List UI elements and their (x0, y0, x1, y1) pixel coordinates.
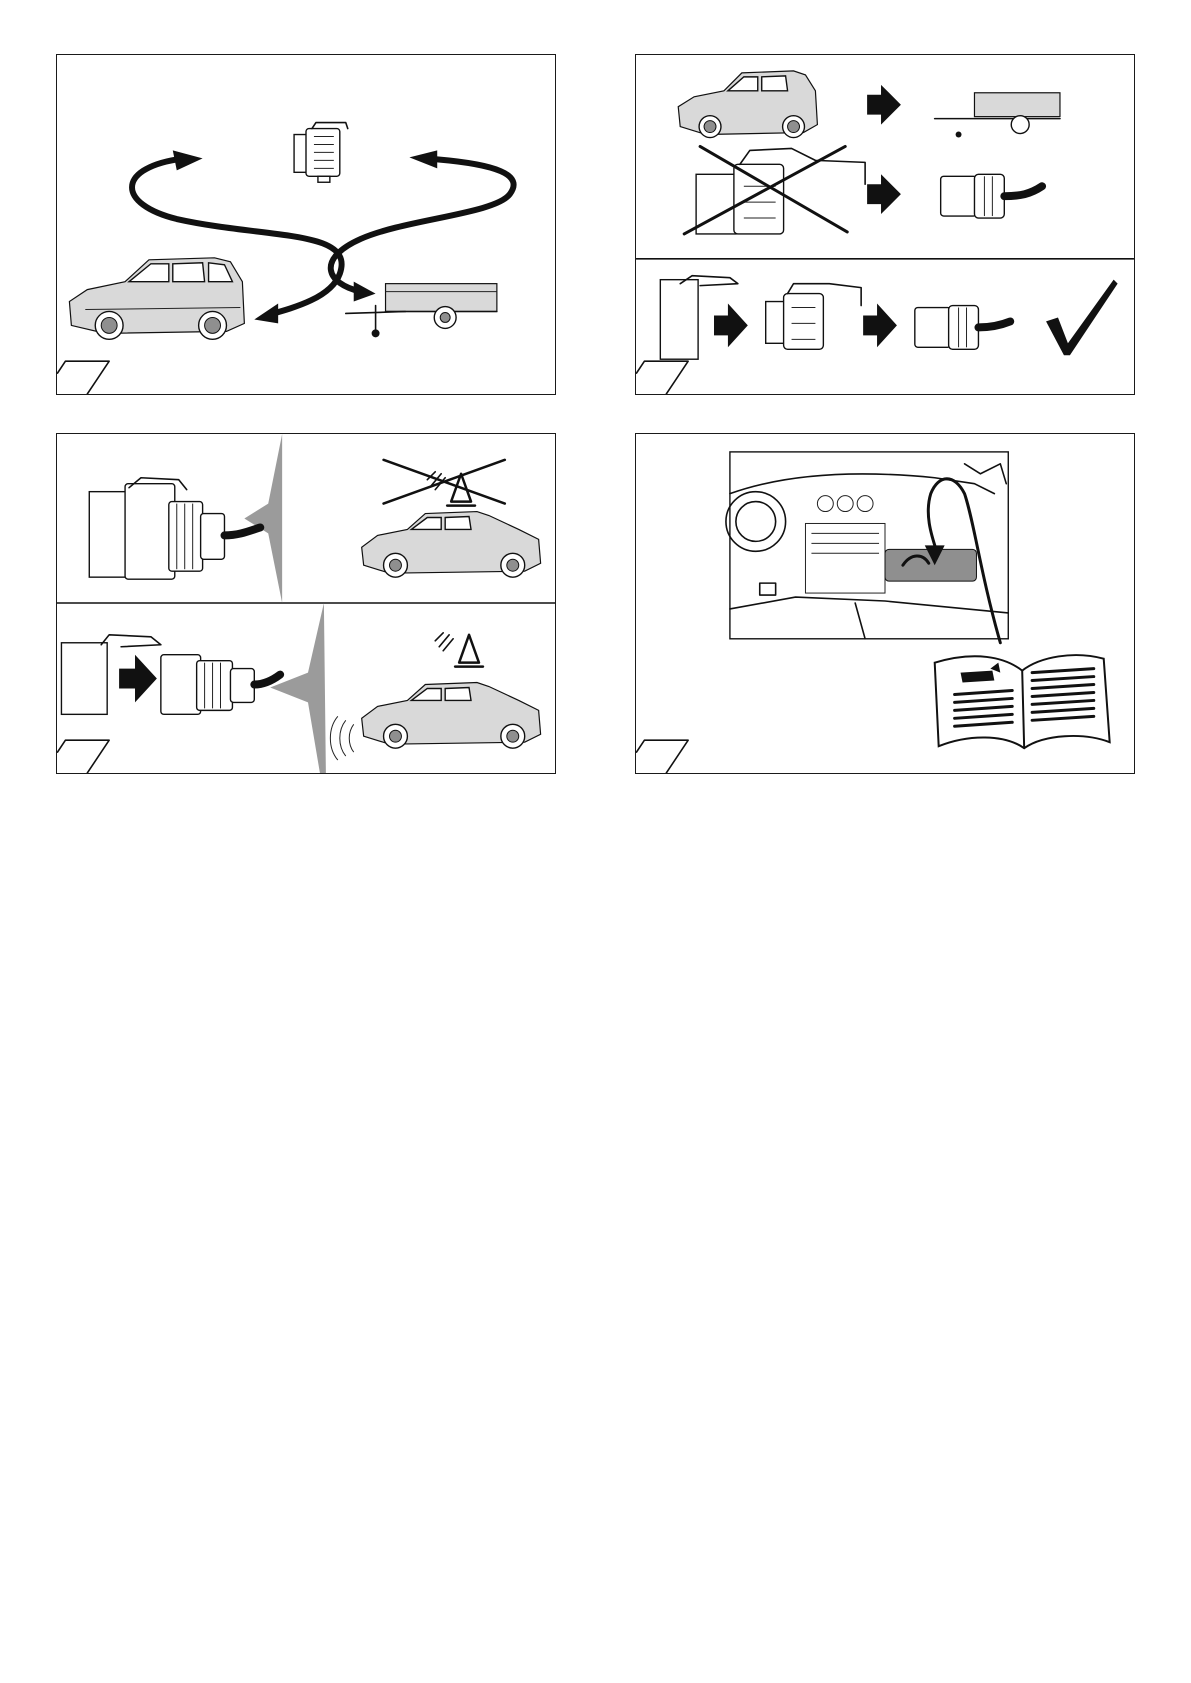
checkmark-icon (1046, 280, 1118, 356)
page-tab-icon (57, 740, 109, 773)
old-socket-icon (696, 148, 865, 233)
trailer-small-icon (935, 93, 1060, 138)
dashboard-illustration-icon (726, 452, 1008, 639)
car-side-icon (362, 512, 541, 578)
divider-wedge-top (244, 434, 282, 603)
illustration-panel-connection (56, 54, 556, 395)
parking-sensor-on-icon (435, 633, 483, 667)
car-illustration-icon (69, 258, 244, 340)
divider-wedge-bottom (270, 603, 326, 773)
trailer-plug-icon (915, 306, 1010, 350)
owner-handbook-icon (935, 655, 1110, 748)
plug-inserted-icon (89, 478, 260, 579)
car-side-icon (362, 683, 541, 749)
arrowhead-right-bottom-icon (354, 282, 376, 302)
connection-diagram (57, 55, 555, 394)
arrow-right-icon (867, 174, 901, 214)
arrow-right-icon (867, 85, 901, 125)
arrowhead-right-top-icon (409, 150, 437, 168)
car-small-icon (678, 71, 817, 138)
arrow-right-icon (119, 655, 157, 703)
illustration-panel-handbook (635, 433, 1135, 774)
parking-sensor-diagram (57, 434, 555, 773)
trailer-socket-small-icon (294, 123, 348, 183)
adapter-diagram (636, 55, 1134, 394)
adapter-icon (766, 284, 861, 350)
illustration-panel-adapter (635, 54, 1135, 395)
trailer-plug-icon (941, 174, 1042, 218)
arrow-right-icon (714, 304, 748, 348)
arrow-right-icon (863, 304, 897, 348)
arrowhead-left-top-icon (173, 150, 203, 170)
illustration-panel-parking-sensors (56, 433, 556, 774)
page-tab-icon (636, 361, 688, 394)
sensor-waves-icon (330, 716, 353, 760)
parking-sensor-off-icon (384, 460, 505, 506)
page-tab-icon (636, 740, 688, 773)
plug-adapter-icon (161, 655, 280, 715)
arrowhead-left-bottom-icon (254, 304, 278, 324)
page-tab-icon (57, 361, 109, 394)
handbook-diagram (636, 434, 1134, 773)
curved-arrow-right-icon (331, 159, 514, 291)
